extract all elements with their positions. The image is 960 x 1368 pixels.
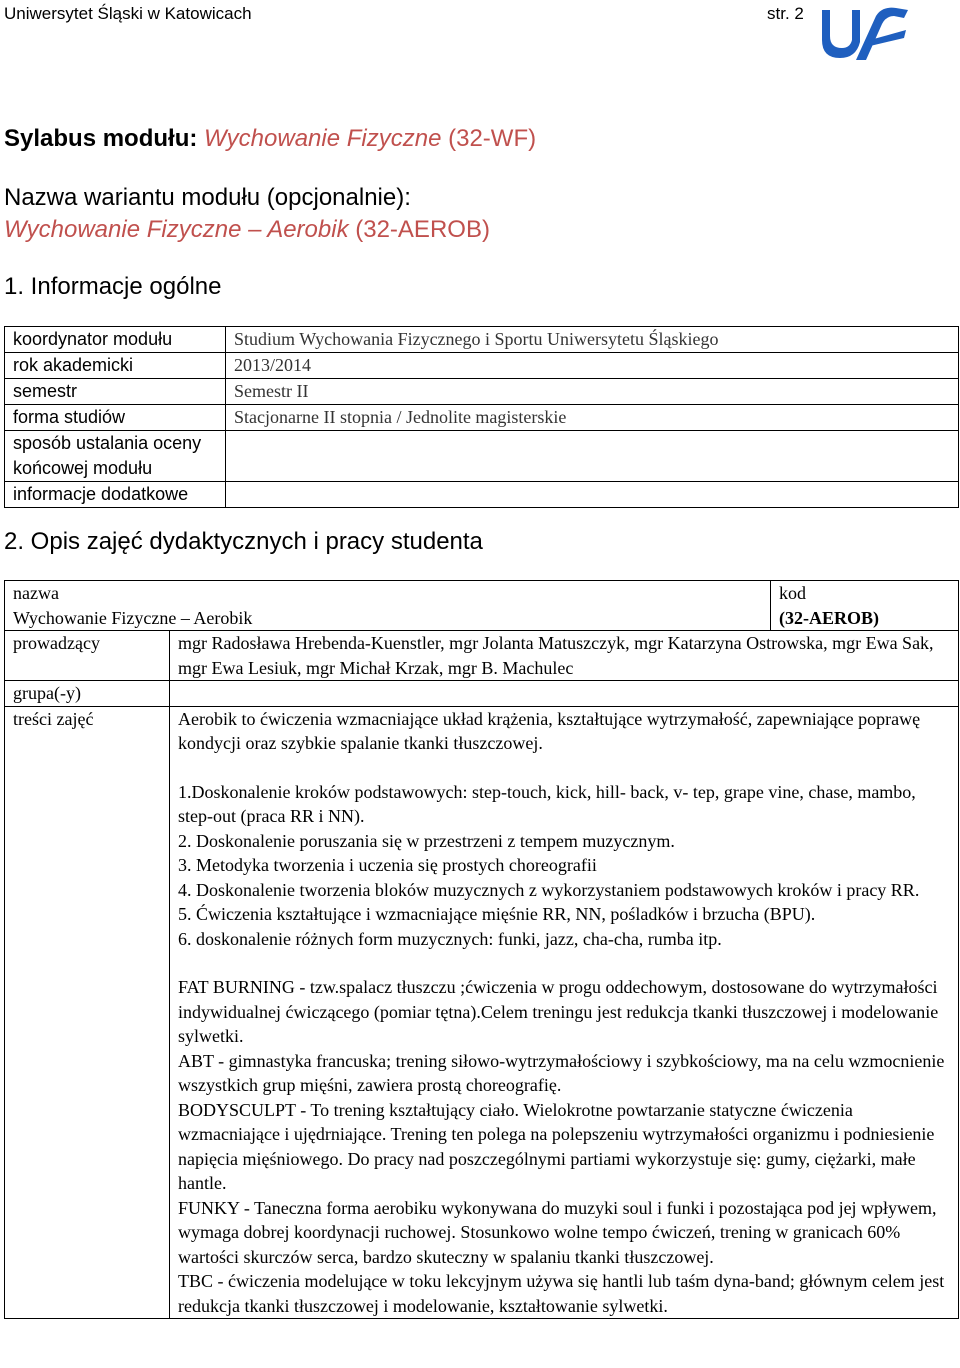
aerobic-form-item: FUNKY - Taneczna forma aerobiku wykonywana do muzyki soul i funki i pozostająca pod jej wpływem, wymaga dobrej koordynacji ruchowej. Stosunkowo wolne tempo ćwiczeń, trening w granicach 60% wartości skurczów serca, bardzo skuteczny w spalaniu tkanki tłuszczowej. bbox=[178, 1197, 937, 1267]
info-label: forma studiów bbox=[5, 405, 226, 431]
content-list-item: 6. doskonalenie różnych form muzycznych: funki, jazz, cha-cha, rumba itp. bbox=[178, 928, 722, 949]
content-list-item: 5. Ćwiczenia kształtujące i wzmacniające mięśnie RR, NN, pośladków i brzucha (BPU). bbox=[178, 904, 816, 924]
table-row bbox=[5, 405, 959, 431]
info-value bbox=[226, 431, 959, 482]
info-label: rok akademicki bbox=[5, 353, 226, 379]
content-list-item: 3. Metodyka tworzenia i uczenia się prostych choreografii bbox=[178, 855, 597, 875]
table-row bbox=[5, 706, 959, 1319]
info-label: sposób ustalania oceny końcowej modułu bbox=[5, 431, 226, 482]
content-label: treści zajęć bbox=[5, 706, 170, 1319]
groups-label: grupa(-y) bbox=[5, 681, 170, 707]
variant-title bbox=[4, 215, 490, 245]
info-value: Studium Wychowania Fizycznego i Sportu Uniwersytetu Śląskiego bbox=[226, 327, 959, 353]
content-list-item: 1.Doskonalenie kroków podstawowych: step-touch, kick, hill- back, v- tep, grape vine, chase, mambo, step-out (praca RR i NN). bbox=[178, 781, 916, 826]
info-value: Semestr II bbox=[226, 379, 959, 405]
info-value: 2013/2014 bbox=[226, 353, 959, 379]
info-value: Stacjonarne II stopnia / Jednolite magisterskie bbox=[226, 405, 959, 431]
info-label: informacje dodatkowe bbox=[5, 482, 226, 508]
section2-heading: 2. Opis zajęć dydaktycznych i pracy studenta bbox=[4, 528, 483, 555]
table-row bbox=[5, 581, 959, 631]
info-value bbox=[226, 482, 959, 508]
syllabus-title-prefix: Sylabus modułu: bbox=[4, 125, 205, 152]
content-list-item: 4. Doskonalenie tworzenia bloków muzycznych z wykorzystaniem podstawowych kroków i pracy RR. bbox=[178, 879, 920, 900]
groups-value bbox=[170, 681, 959, 707]
variant-label: Nazwa wariantu modułu (opcjonalnie): bbox=[4, 184, 411, 211]
code-label: kod bbox=[779, 583, 806, 603]
code-cell bbox=[771, 581, 959, 631]
header-university: Uniwersytet Śląski w Katowicach bbox=[4, 4, 252, 23]
table-row bbox=[5, 353, 959, 379]
aerobic-form-item: FAT BURNING - tzw.spalacz tłuszczu ;ćwiczenia w progu oddechowym, dostosowane do wytrzymałości indywidualnej ćwiczącego (pomiar tętna).Celem treningu jest redukcja tkanki tłuszczowej i modelowanie sylwetki. bbox=[178, 977, 939, 1046]
aerobic-form-item: BODYSCULPT - To trening kształtujący ciało. Wielokrotne powtarzanie statyczne ćwiczenia wzmacniające i ujędrniające. Trening ten polega na polepszeniu wytrzymałości organizmu i podniesienie napięcia mięśniowego. Do pracy nad poszczególnymi partiami wykorzystuje się: gumy, ciężarki, małe hantle. bbox=[178, 1099, 935, 1193]
table-row bbox=[5, 482, 959, 508]
aerobic-form-item: TBC - ćwiczenia modelujące w toku lekcyjnym używa się hantli lub taśm dyna-band; głównym celem jest redukcja tkanki tłuszczowej i modelowanie, kształtowanie sylwetki. bbox=[178, 1271, 945, 1316]
name-label: nazwa bbox=[13, 583, 59, 603]
teachers-label: prowadzący bbox=[5, 631, 170, 681]
university-logo-icon bbox=[816, 0, 912, 66]
table-row bbox=[5, 379, 959, 405]
variant-code: (32-AEROB) bbox=[348, 216, 490, 243]
aerobic-form-item: ABT - gimnastyka francuska; trening siłowo-wytrzymałościowy i szybkościowy, ma na celu wzmocnienie wszystkich grup mięśni, zawiera prostą choreografię. bbox=[178, 1050, 945, 1095]
name-value: Wychowanie Fizyczne – Aerobik bbox=[13, 607, 253, 628]
name-cell bbox=[5, 581, 771, 631]
module-code: (32-WF) bbox=[441, 125, 537, 152]
variant-name: Wychowanie Fizyczne – Aerobik bbox=[4, 216, 349, 243]
content-intro: Aerobik to ćwiczenia wzmacniające układ krążenia, kształtujące wytrzymałość, zapewniające poprawę kondycji oraz szybkie spalanie tkanki tłuszczowej. bbox=[178, 708, 921, 753]
syllabus-title bbox=[4, 124, 536, 154]
general-info-table bbox=[4, 326, 959, 508]
code-value: (32-AEROB) bbox=[779, 607, 879, 628]
table-row bbox=[5, 631, 959, 681]
module-name: Wychowanie Fizyczne bbox=[204, 125, 442, 152]
section1-heading: 1. Informacje ogólne bbox=[4, 273, 222, 300]
header-page-number: str. 2 bbox=[767, 4, 804, 23]
table-row bbox=[5, 681, 959, 707]
course-description-table bbox=[4, 580, 959, 1319]
info-label: koordynator modułu bbox=[5, 327, 226, 353]
info-label: semestr bbox=[5, 379, 226, 405]
table-row bbox=[5, 431, 959, 482]
teachers-value: mgr Radosława Hrebenda-Kuenstler, mgr Jolanta Matuszczyk, mgr Katarzyna Ostrowska, mgr Ewa Sak, mgr Ewa Lesiuk, mgr Michał Krzak, mgr B. Machulec bbox=[170, 631, 959, 681]
content-value bbox=[170, 706, 959, 1319]
content-list-item: 2. Doskonalenie poruszania się w przestrzeni z tempem muzycznym. bbox=[178, 830, 675, 851]
table-row bbox=[5, 327, 959, 353]
